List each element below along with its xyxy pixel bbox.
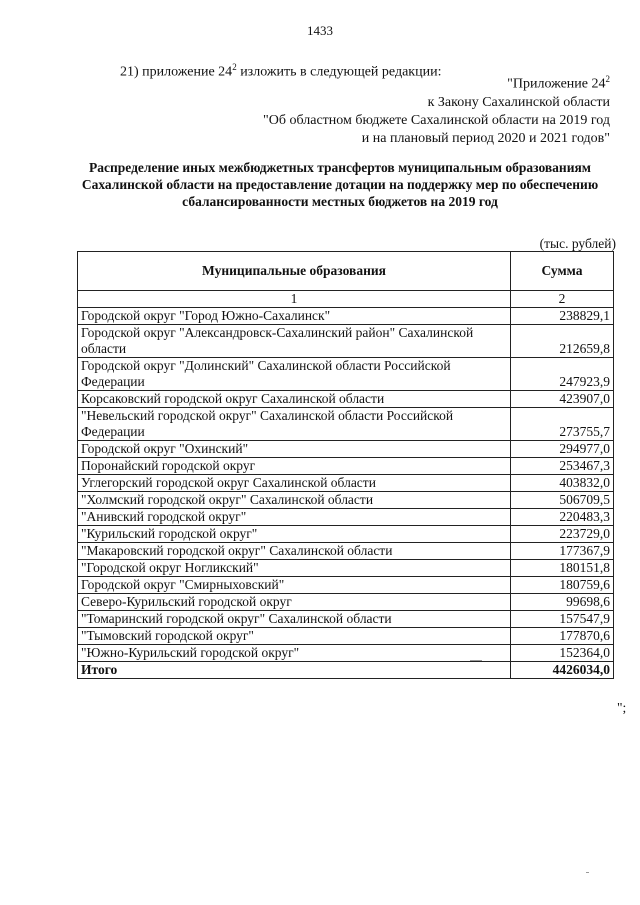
units-label: (тыс. рублей) — [539, 236, 616, 251]
table-row — [78, 543, 614, 560]
municipality-name: "Холмский городской округ" Сахалинской области — [78, 492, 511, 509]
municipality-sum: 152364,0 — [511, 645, 614, 662]
title-line-3: сбалансированности местных бюджетов на 2019 год — [182, 194, 498, 209]
intro-text-after: изложить в следующей редакции: — [236, 64, 442, 80]
transfers-table — [77, 251, 614, 679]
column-number-row — [78, 291, 614, 308]
table-row — [78, 645, 614, 662]
table-header-row — [78, 252, 614, 291]
scan-speck — [470, 660, 482, 661]
municipality-sum: 423907,0 — [511, 391, 614, 408]
municipality-sum: 180759,6 — [511, 577, 614, 594]
municipality-name: Корсаковский городской округ Сахалинской области — [78, 391, 511, 408]
municipality-sum: 220483,3 — [511, 509, 614, 526]
table-row — [78, 441, 614, 458]
closing-quote: "; — [617, 700, 627, 715]
table-row — [78, 628, 614, 645]
table-row — [78, 492, 614, 509]
annex-line-3: "Об областном бюджете Сахалинской области на 2019 год — [263, 112, 610, 128]
municipality-name: Городской округ "Смирныховский" — [78, 577, 511, 594]
title-line-2: Сахалинской области на предоставление дотации на поддержку мер по обеспечению — [81, 177, 599, 192]
table-row — [78, 358, 614, 391]
annex-line-1 — [263, 70, 610, 94]
table-row — [78, 560, 614, 577]
municipality-sum: 506709,5 — [511, 492, 614, 509]
scan-speck — [586, 872, 589, 873]
table-row — [78, 509, 614, 526]
municipality-name: "Невельский городской округ" Сахалинской области Российской Федерации — [78, 408, 511, 441]
municipality-sum: 177367,9 — [511, 543, 614, 560]
municipality-name: "Томаринский городской округ" Сахалинской области — [78, 611, 511, 628]
annex-line-1-sup: 2 — [605, 74, 610, 84]
table-row — [78, 577, 614, 594]
municipality-name: "Городской округ Ногликский" — [78, 560, 511, 577]
table-row — [78, 325, 614, 358]
table-row — [78, 475, 614, 492]
municipality-sum: 294977,0 — [511, 441, 614, 458]
municipality-name: Поронайский городской округ — [78, 458, 511, 475]
table-row — [78, 391, 614, 408]
page-number: 1433 — [307, 23, 333, 38]
municipality-name: Городской округ "Долинский" Сахалинской области Российской Федерации — [78, 358, 511, 391]
header-municipalities: Муниципальные образования — [78, 252, 511, 291]
column-number-2: 2 — [511, 291, 614, 308]
municipality-name: "Макаровский городской округ" Сахалинской области — [78, 543, 511, 560]
table-row — [78, 526, 614, 543]
municipality-sum: 212659,8 — [511, 325, 614, 358]
municipality-name: "Курильский городской округ" — [78, 526, 511, 543]
municipality-sum: 180151,8 — [511, 560, 614, 577]
table-row — [78, 594, 614, 611]
header-sum: Сумма — [511, 252, 614, 291]
municipality-sum: 157547,9 — [511, 611, 614, 628]
intro-text-before: 21) приложение 24 — [120, 64, 233, 80]
municipality-sum: 273755,7 — [511, 408, 614, 441]
table-body — [78, 252, 614, 679]
total-label: Итого — [78, 662, 511, 679]
annex-line-2: к Закону Сахалинской области — [427, 94, 610, 110]
table-row — [78, 611, 614, 628]
municipality-name: Городской округ "Александровск-Сахалинский район" Сахалинской области — [78, 325, 511, 358]
table-row — [78, 458, 614, 475]
annex-header — [263, 70, 610, 148]
municipality-sum: 253467,3 — [511, 458, 614, 475]
municipality-sum: 223729,0 — [511, 526, 614, 543]
total-row — [78, 662, 614, 679]
annex-line-1-text: "Приложение 24 — [507, 76, 606, 92]
document-title — [60, 159, 620, 210]
municipality-name: Городской округ "Город Южно-Сахалинск" — [78, 308, 511, 325]
municipality-sum: 99698,6 — [511, 594, 614, 611]
intro-superscript: 2 — [232, 62, 237, 72]
municipality-sum: 403832,0 — [511, 475, 614, 492]
municipality-name: Северо-Курильский городской округ — [78, 594, 511, 611]
total-sum: 4426034,0 — [511, 662, 614, 679]
annex-line-4: и на плановый период 2020 и 2021 годов" — [361, 130, 610, 146]
title-line-1: Распределение иных межбюджетных трансфертов муниципальным образованиям — [89, 160, 591, 175]
table-row — [78, 308, 614, 325]
municipality-name: Городской округ "Охинский" — [78, 441, 511, 458]
municipality-name: "Тымовский городской округ" — [78, 628, 511, 645]
municipality-name: "Южно-Курильский городской округ" — [78, 645, 511, 662]
municipality-sum: 238829,1 — [511, 308, 614, 325]
table-row — [78, 408, 614, 441]
municipality-sum: 177870,6 — [511, 628, 614, 645]
municipality-name: Углегорский городской округ Сахалинской области — [78, 475, 511, 492]
municipality-sum: 247923,9 — [511, 358, 614, 391]
column-number-1: 1 — [78, 291, 511, 308]
municipality-name: "Анивский городской округ" — [78, 509, 511, 526]
